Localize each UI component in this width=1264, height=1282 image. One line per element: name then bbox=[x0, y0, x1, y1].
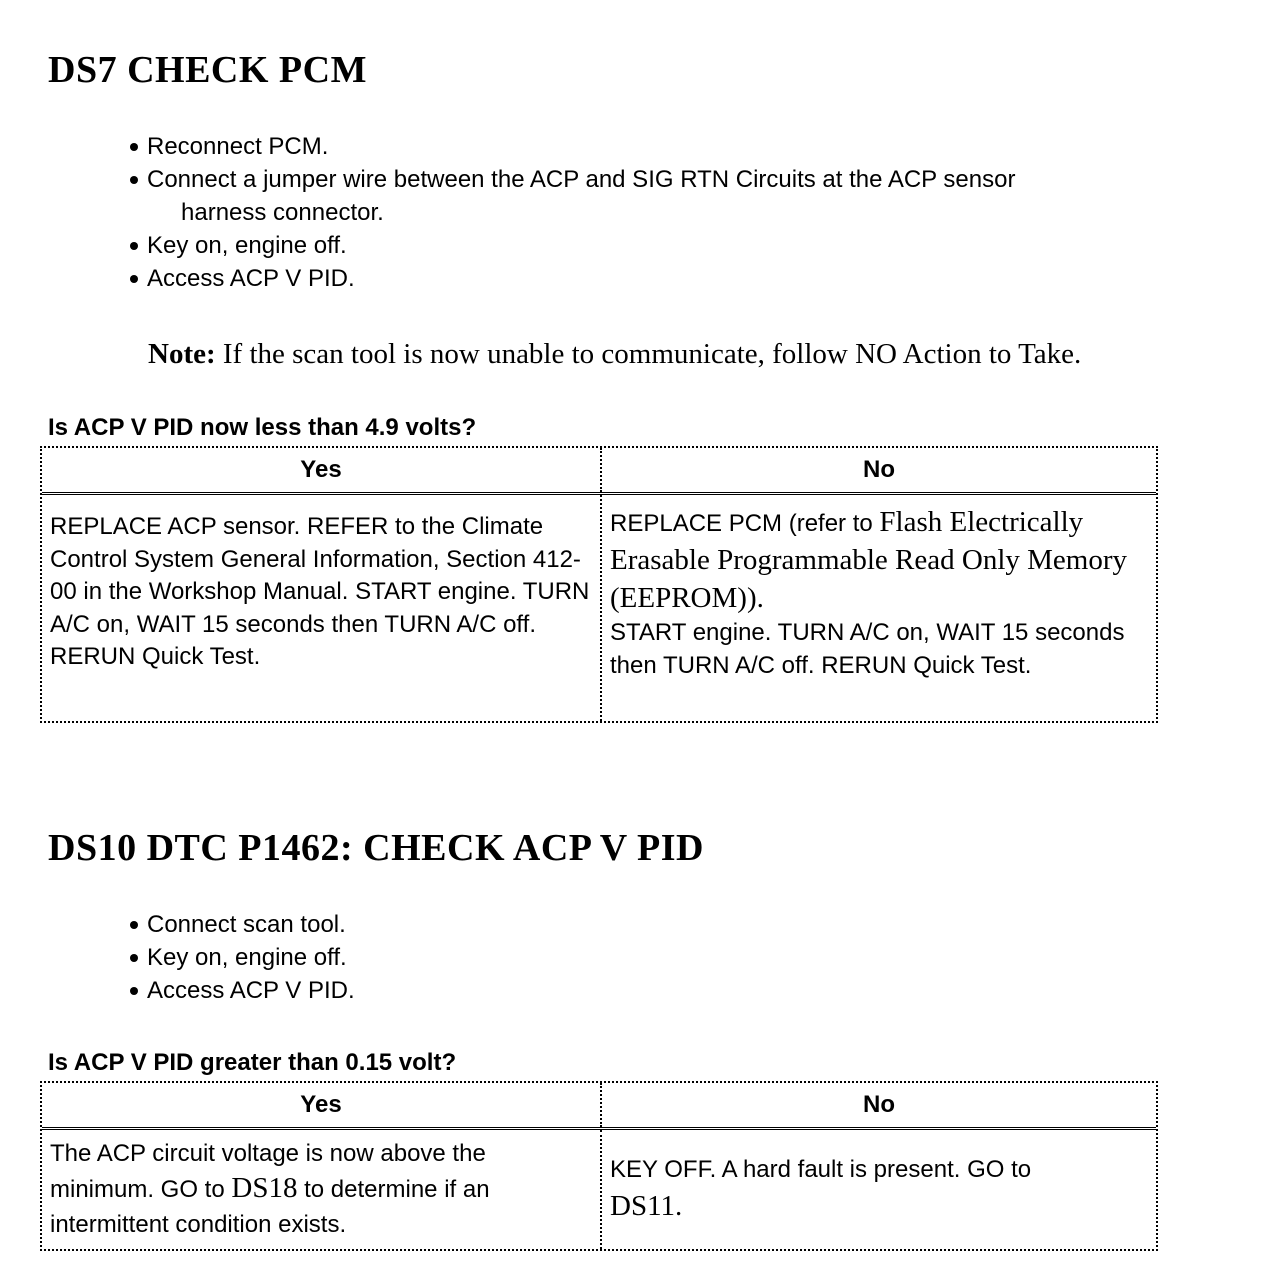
yes-header: Yes bbox=[42, 448, 602, 492]
bullet-icon bbox=[130, 921, 138, 929]
bullet-icon bbox=[130, 987, 138, 995]
table-header-row bbox=[42, 448, 1156, 495]
no-action-rest: START engine. TURN A/C on, WAIT 15 seconds then TURN A/C off. RERUN Quick Test. bbox=[610, 619, 1125, 679]
bullet-icon bbox=[130, 954, 138, 962]
step-list-ds7 bbox=[130, 130, 1190, 295]
bullet-icon bbox=[130, 143, 138, 151]
eeprom-reference-link[interactable]: Flash Electrically Erasable Programmable Read Only Memory (EEPROM)). bbox=[610, 506, 1128, 614]
yes-action-text: The ACP circuit voltage is now above the minimum. GO to bbox=[50, 1140, 486, 1203]
note-text: If the scan tool is now unable to communicate, follow NO Action to Take. bbox=[222, 338, 1082, 370]
table-row bbox=[42, 495, 1156, 721]
step-item: Access ACP V PID. bbox=[130, 974, 1190, 1007]
no-header: No bbox=[863, 1091, 895, 1118]
table-row bbox=[42, 1130, 1156, 1249]
step-item: Connect a jumper wire between the ACP and SIG RTN Circuits at the ACP sensor harness connector. bbox=[130, 163, 1190, 229]
step-item-continuation: harness connector. bbox=[181, 199, 384, 226]
note bbox=[148, 338, 1081, 371]
no-action-text: KEY OFF. A hard fault is present. GO to bbox=[610, 1156, 1032, 1183]
ds18-link[interactable]: DS18 bbox=[231, 1172, 298, 1204]
question-ds7: Is ACP V PID now less than 4.9 volts? bbox=[48, 414, 477, 441]
no-action bbox=[602, 1130, 1156, 1249]
no-action bbox=[602, 495, 1156, 721]
step-item: Key on, engine off. bbox=[130, 229, 1190, 262]
no-header: No bbox=[863, 456, 895, 483]
ds11-link[interactable]: DS11. bbox=[610, 1190, 683, 1222]
no-action-line1: REPLACE PCM (refer to bbox=[610, 510, 873, 537]
action-table-ds10 bbox=[40, 1081, 1158, 1251]
note-label: Note: bbox=[148, 338, 216, 370]
step-item: Key on, engine off. bbox=[130, 941, 1190, 974]
step-item: Access ACP V PID. bbox=[130, 262, 1190, 295]
table-header-row bbox=[42, 1083, 1156, 1130]
action-table-ds7 bbox=[40, 446, 1158, 723]
step-item: Connect scan tool. bbox=[130, 908, 1190, 941]
bullet-icon bbox=[130, 242, 138, 250]
yes-action bbox=[42, 1130, 602, 1249]
step-list-ds10 bbox=[130, 908, 1190, 1007]
yes-header: Yes bbox=[42, 1083, 602, 1127]
step-item: Reconnect PCM. bbox=[130, 130, 1190, 163]
question-ds10: Is ACP V PID greater than 0.15 volt? bbox=[48, 1049, 457, 1076]
section-title-ds7: DS7 CHECK PCM bbox=[48, 49, 367, 91]
section-title-ds10: DS10 DTC P1462: CHECK ACP V PID bbox=[48, 827, 704, 869]
bullet-icon bbox=[130, 176, 138, 184]
yes-action-text-2: to determine if an intermittent condition exists. bbox=[50, 1176, 490, 1238]
yes-action: REPLACE ACP sensor. REFER to the Climate Control System General Information, Section 412-00 in the Workshop Manual. START engine. TURN A/C on, WAIT 15 seconds then TURN A/C off. RERUN Quick Test. bbox=[42, 495, 602, 721]
bullet-icon bbox=[130, 275, 138, 283]
